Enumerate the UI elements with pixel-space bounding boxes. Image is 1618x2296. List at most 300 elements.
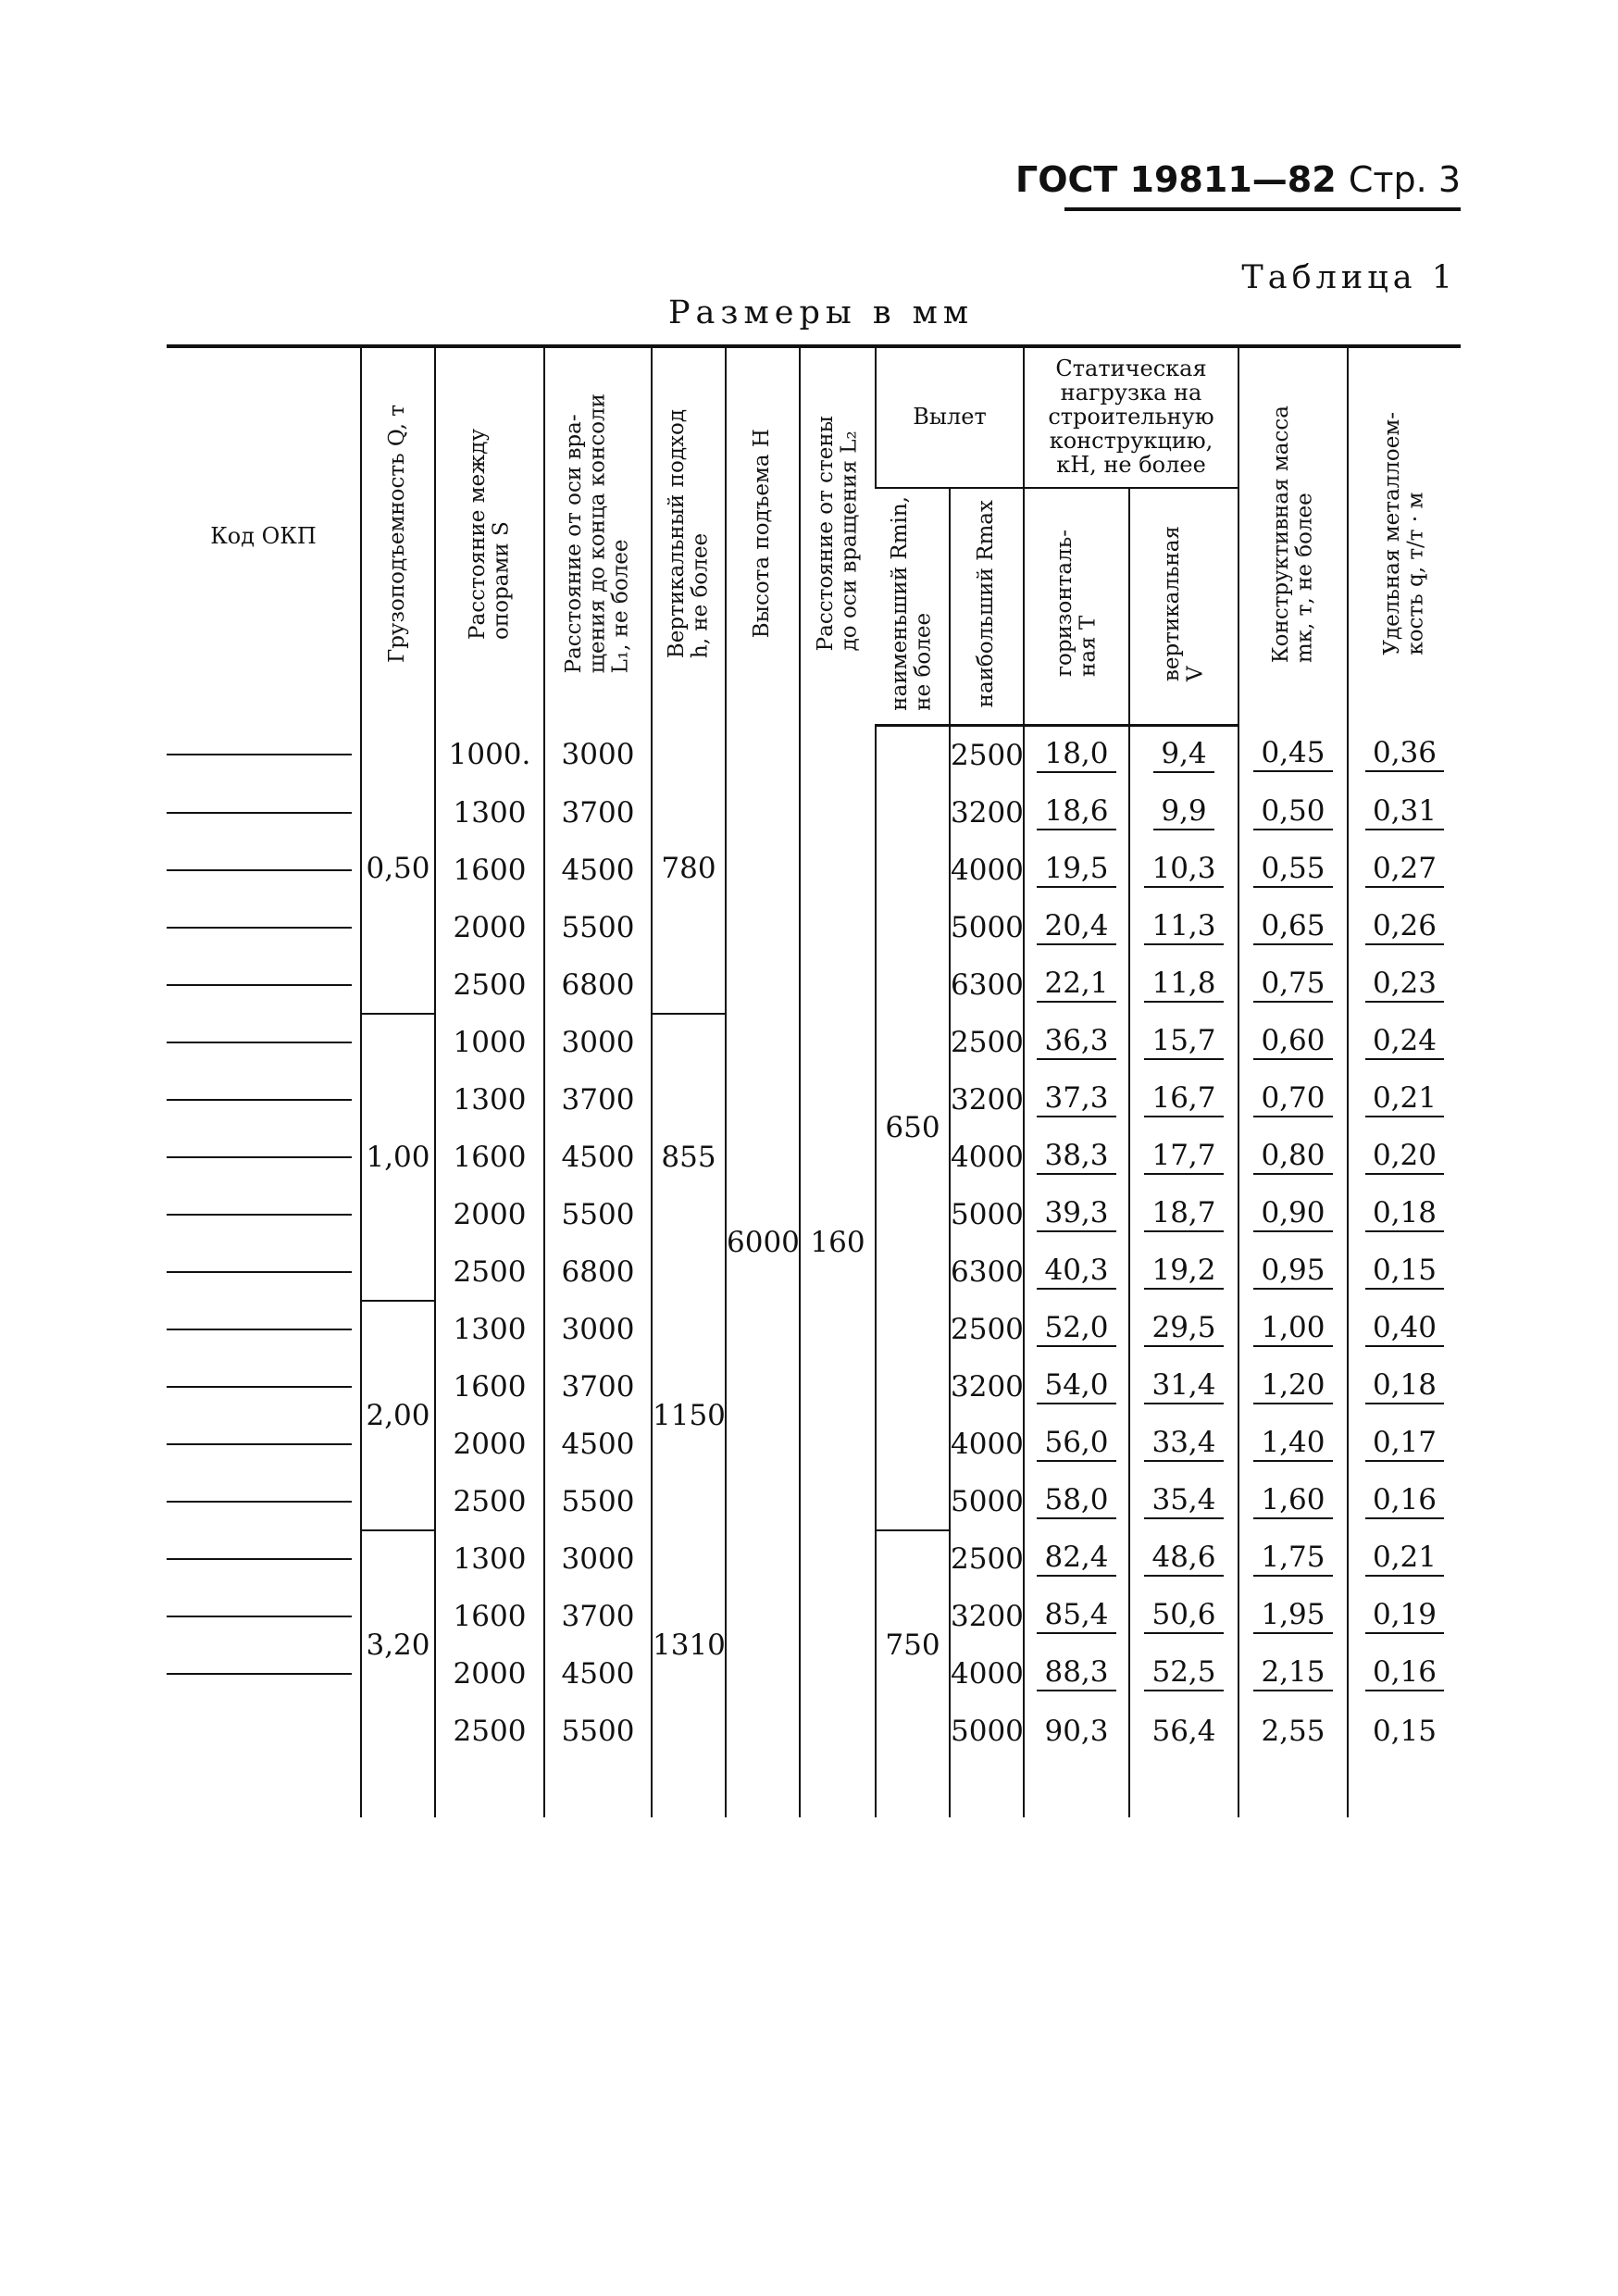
load-h-value: 18,6 <box>1037 794 1115 830</box>
col-group-outreach-label: Вылет <box>913 404 987 430</box>
rmax-cell: 5000 <box>950 1186 1024 1243</box>
span-cell: 1600 <box>435 842 544 899</box>
span-cell: 2500 <box>435 1243 544 1301</box>
code-blank-line <box>167 754 352 755</box>
load-h-value: 20,4 <box>1037 909 1115 945</box>
load-v-cell <box>1129 1530 1238 1588</box>
load-v-cell <box>1129 842 1238 899</box>
tail-cell <box>1024 1760 1129 1817</box>
mass-cell <box>1238 1416 1348 1473</box>
mass-value: 0,70 <box>1253 1081 1332 1117</box>
mass-cell <box>1238 1071 1348 1129</box>
specific-value: 0,21 <box>1365 1541 1444 1577</box>
col-group-load-l2: нагрузка на <box>1060 380 1202 406</box>
table-row <box>167 725 1461 784</box>
specific-cell <box>1348 1473 1461 1530</box>
mass-cell <box>1238 842 1348 899</box>
mass-value: 0,80 <box>1253 1139 1332 1175</box>
code-cell <box>167 1301 361 1358</box>
mass-cell <box>1238 1129 1348 1186</box>
col-header-load-h <box>1024 488 1129 725</box>
mass-cell <box>1238 1243 1348 1301</box>
reach-cell: 3000 <box>544 1530 652 1588</box>
load-v-cell: 56,4 <box>1129 1703 1238 1760</box>
tail-cell <box>435 1760 544 1817</box>
capacity-cell: 3,20 <box>361 1530 435 1760</box>
tail-cell <box>726 1760 800 1817</box>
tail-cell <box>800 1760 876 1817</box>
specific-value: 0,17 <box>1365 1426 1444 1462</box>
specific-cell <box>1348 1530 1461 1588</box>
rmax-cell: 2500 <box>950 1530 1024 1588</box>
load-h-value: 36,3 <box>1037 1024 1115 1060</box>
reach-cell: 5500 <box>544 899 652 956</box>
load-v-cell <box>1129 1358 1238 1416</box>
col-header-span-l2: опорами S <box>489 520 513 640</box>
load-h-cell <box>1024 1129 1129 1186</box>
table-tail-row <box>167 1760 1461 1817</box>
mass-value: 0,65 <box>1253 909 1332 945</box>
reach-cell: 5500 <box>544 1473 652 1530</box>
mass-value: 1,95 <box>1253 1598 1332 1634</box>
col-header-wall-l1: Расстояние от стены <box>813 416 838 652</box>
specific-value: 0,18 <box>1365 1196 1444 1232</box>
code-blank-line <box>167 1042 352 1043</box>
hook-cell: 1150 <box>652 1301 726 1530</box>
span-cell: 2500 <box>435 1703 544 1760</box>
specific-cell <box>1348 1243 1461 1301</box>
load-v-cell <box>1129 1071 1238 1129</box>
capacity-cell: 2,00 <box>361 1301 435 1530</box>
load-h-value: 19,5 <box>1037 852 1115 888</box>
load-h-cell <box>1024 1014 1129 1071</box>
load-h-value: 40,3 <box>1037 1254 1115 1290</box>
mass-cell <box>1238 1186 1348 1243</box>
code-cell <box>167 899 361 956</box>
load-h-cell <box>1024 1243 1129 1301</box>
load-v-value: 48,6 <box>1144 1541 1223 1577</box>
col-header-hook-l1: Вертикальный подход <box>664 409 689 659</box>
load-v-value: 52,5 <box>1144 1655 1223 1691</box>
col-header-load-h-l2: ная T <box>1076 616 1100 678</box>
rmax-cell: 4000 <box>950 1645 1024 1703</box>
load-v-value: 31,4 <box>1144 1368 1223 1404</box>
code-cell <box>167 1530 361 1588</box>
specific-value: 0,18 <box>1365 1368 1444 1404</box>
col-header-rmin <box>876 488 950 725</box>
code-cell <box>167 842 361 899</box>
rmax-cell: 2500 <box>950 1014 1024 1071</box>
span-cell: 1000. <box>435 725 544 784</box>
code-blank-line <box>167 1329 352 1330</box>
load-v-cell <box>1129 784 1238 842</box>
load-h-cell <box>1024 1530 1129 1588</box>
header-row-1 <box>167 346 1461 488</box>
col-header-code-label: Код ОКП <box>210 522 317 549</box>
span-cell: 2000 <box>435 1416 544 1473</box>
col-header-hook-l2: h, не более <box>688 532 712 659</box>
rmax-cell: 4000 <box>950 1129 1024 1186</box>
code-blank-line <box>167 1271 352 1273</box>
code-blank-line <box>167 1386 352 1388</box>
rmax-cell: 4000 <box>950 842 1024 899</box>
col-header-span-l1: Расстояние между <box>465 428 490 640</box>
mass-value: 0,55 <box>1253 852 1332 888</box>
load-h-value: 38,3 <box>1037 1139 1115 1175</box>
reach-cell: 6800 <box>544 956 652 1014</box>
mass-value: 0,50 <box>1253 794 1332 830</box>
mass-value: 0,90 <box>1253 1196 1332 1232</box>
reach-cell: 3700 <box>544 784 652 842</box>
specific-value: 0,21 <box>1365 1081 1444 1117</box>
col-header-wall <box>800 346 876 725</box>
load-v-cell <box>1129 956 1238 1014</box>
rmax-cell: 3200 <box>950 1588 1024 1645</box>
code-cell <box>167 1416 361 1473</box>
reach-cell: 4500 <box>544 1645 652 1703</box>
load-h-cell: 90,3 <box>1024 1703 1129 1760</box>
span-cell: 1300 <box>435 1530 544 1588</box>
rmax-cell: 3200 <box>950 1071 1024 1129</box>
reach-cell: 4500 <box>544 842 652 899</box>
table-label: Таблица 1 <box>1241 259 1457 296</box>
code-cell <box>167 1243 361 1301</box>
load-v-cell <box>1129 1416 1238 1473</box>
load-v-cell <box>1129 1243 1238 1301</box>
rmax-cell: 5000 <box>950 1703 1024 1760</box>
load-v-value: 29,5 <box>1144 1311 1223 1347</box>
mass-value: 0,45 <box>1253 736 1332 772</box>
load-h-value: 88,3 <box>1037 1655 1115 1691</box>
load-v-cell <box>1129 1588 1238 1645</box>
mass-cell <box>1238 899 1348 956</box>
col-header-capacity-text: Грузоподъемность Q, т <box>385 405 410 664</box>
load-h-value: 18,0 <box>1037 737 1115 773</box>
load-h-cell <box>1024 725 1129 784</box>
load-h-cell <box>1024 1588 1129 1645</box>
code-blank-line <box>167 927 352 929</box>
tail-cell <box>167 1760 361 1817</box>
col-header-lift-text: Высота подъема H <box>750 429 775 639</box>
load-h-cell <box>1024 784 1129 842</box>
mass-value: 1,75 <box>1253 1541 1332 1577</box>
tail-cell <box>950 1760 1024 1817</box>
code-blank-line <box>167 1099 352 1101</box>
mass-cell <box>1238 1530 1348 1588</box>
load-h-cell <box>1024 956 1129 1014</box>
code-cell <box>167 1014 361 1071</box>
rmax-cell: 6300 <box>950 956 1024 1014</box>
rmax-cell: 6300 <box>950 1243 1024 1301</box>
col-header-rmax-text: наибольший Rmax <box>974 499 999 708</box>
table-body <box>167 725 1461 1817</box>
mass-cell <box>1238 1645 1348 1703</box>
code-cell <box>167 1645 361 1703</box>
header-rule <box>1064 207 1461 211</box>
page-number: Стр. 3 <box>1348 159 1461 200</box>
specific-cell <box>1348 842 1461 899</box>
load-v-cell <box>1129 899 1238 956</box>
capacity-cell: 1,00 <box>361 1014 435 1301</box>
col-group-load-l1: Статическая <box>1055 356 1207 382</box>
load-v-value: 9,4 <box>1153 737 1214 773</box>
span-cell: 1000 <box>435 1014 544 1071</box>
mass-cell: 2,55 <box>1238 1703 1348 1760</box>
span-cell: 2000 <box>435 1645 544 1703</box>
load-h-cell <box>1024 1301 1129 1358</box>
mass-value: 1,20 <box>1253 1368 1332 1404</box>
load-v-value: 9,9 <box>1153 794 1214 830</box>
specific-value: 0,23 <box>1365 967 1444 1003</box>
specific-value: 0,20 <box>1365 1139 1444 1175</box>
specific-cell <box>1348 1129 1461 1186</box>
mass-value: 1,00 <box>1253 1311 1332 1347</box>
hook-cell: 1310 <box>652 1530 726 1760</box>
tail-cell <box>1238 1760 1348 1817</box>
reach-cell: 4500 <box>544 1416 652 1473</box>
code-cell <box>167 1071 361 1129</box>
col-group-load-l4: конструкцию, <box>1049 427 1214 454</box>
standard-number: ГОСТ 19811—82 <box>1015 159 1337 200</box>
mass-value: 0,95 <box>1253 1254 1332 1290</box>
load-v-cell <box>1129 1645 1238 1703</box>
code-cell <box>167 956 361 1014</box>
mass-cell <box>1238 784 1348 842</box>
col-header-rmin-l2: не более <box>911 612 936 711</box>
col-header-specific <box>1348 346 1461 725</box>
mass-cell <box>1238 725 1348 784</box>
code-blank-line <box>167 1558 352 1560</box>
code-cell <box>167 1186 361 1243</box>
load-v-value: 11,8 <box>1144 967 1223 1003</box>
load-v-value: 50,6 <box>1144 1598 1223 1634</box>
code-blank-line <box>167 812 352 814</box>
lift-cell: 6000 <box>726 725 800 1760</box>
load-v-cell <box>1129 1186 1238 1243</box>
capacity-cell: 0,50 <box>361 725 435 1014</box>
load-h-value: 85,4 <box>1037 1598 1115 1634</box>
mass-value: 2,15 <box>1253 1655 1332 1691</box>
hook-cell: 855 <box>652 1014 726 1301</box>
load-h-cell <box>1024 1473 1129 1530</box>
col-header-rmin-l1: наименьший Rmin, <box>888 496 913 711</box>
load-h-value: 82,4 <box>1037 1541 1115 1577</box>
span-cell: 2500 <box>435 956 544 1014</box>
rmin-cell: 750 <box>876 1530 950 1760</box>
code-cell <box>167 1129 361 1186</box>
reach-cell: 3700 <box>544 1358 652 1416</box>
code-blank-line <box>167 1616 352 1617</box>
rmax-cell: 2500 <box>950 725 1024 784</box>
specific-cell <box>1348 725 1461 784</box>
rmax-cell: 3200 <box>950 1358 1024 1416</box>
specific-cell: 0,15 <box>1348 1703 1461 1760</box>
tail-cell <box>1129 1760 1238 1817</box>
specific-cell <box>1348 1186 1461 1243</box>
mass-cell <box>1238 1588 1348 1645</box>
col-header-reach <box>544 346 652 725</box>
specific-value: 0,16 <box>1365 1483 1444 1519</box>
load-h-value: 58,0 <box>1037 1483 1115 1519</box>
mass-cell <box>1238 1301 1348 1358</box>
specific-value: 0,31 <box>1365 794 1444 830</box>
load-h-cell <box>1024 1186 1129 1243</box>
dimensions-table <box>167 344 1461 1817</box>
col-group-outreach <box>876 346 1024 488</box>
specific-cell <box>1348 1588 1461 1645</box>
col-header-reach-l3: L₁, не более <box>608 539 633 674</box>
rmax-cell: 5000 <box>950 899 1024 956</box>
load-h-value: 56,0 <box>1037 1426 1115 1462</box>
specific-value: 0,24 <box>1365 1024 1444 1060</box>
code-blank-line <box>167 1156 352 1158</box>
col-header-mass-l1: Конструктивная масса <box>1268 405 1293 663</box>
load-v-value: 19,2 <box>1144 1254 1223 1290</box>
col-header-load-v <box>1129 488 1238 725</box>
specific-cell <box>1348 1301 1461 1358</box>
specific-cell <box>1348 1416 1461 1473</box>
specific-value: 0,26 <box>1365 909 1444 945</box>
mass-value: 1,40 <box>1253 1426 1332 1462</box>
code-cell <box>167 1358 361 1416</box>
tail-cell <box>876 1760 950 1817</box>
col-header-wall-l2: до оси вращения L₂ <box>837 430 861 652</box>
tail-cell <box>652 1760 726 1817</box>
col-header-hook <box>652 346 726 725</box>
mass-cell <box>1238 1358 1348 1416</box>
col-header-specific-l2: кость q, т/т · м <box>1403 492 1428 655</box>
span-cell: 1300 <box>435 1301 544 1358</box>
code-blank-line <box>167 869 352 871</box>
load-h-cell <box>1024 1416 1129 1473</box>
load-h-cell <box>1024 1645 1129 1703</box>
code-cell <box>167 725 361 784</box>
load-v-value: 18,7 <box>1144 1196 1223 1232</box>
specific-cell <box>1348 899 1461 956</box>
load-h-value: 52,0 <box>1037 1311 1115 1347</box>
reach-cell: 3700 <box>544 1588 652 1645</box>
load-v-cell <box>1129 1014 1238 1071</box>
specific-cell <box>1348 1071 1461 1129</box>
load-v-cell <box>1129 725 1238 784</box>
col-header-reach-l2: щения до конца консоли <box>585 393 610 674</box>
load-v-cell <box>1129 1301 1238 1358</box>
specific-value: 0,19 <box>1365 1598 1444 1634</box>
load-h-value: 22,1 <box>1037 967 1115 1003</box>
load-v-value: 15,7 <box>1144 1024 1223 1060</box>
units-caption: Размеры в мм <box>668 294 975 331</box>
rmax-cell: 5000 <box>950 1473 1024 1530</box>
col-header-specific-l1: Удельная металлоем- <box>1380 412 1405 655</box>
col-header-lift <box>726 346 800 725</box>
col-header-reach-l1: Расстояние от оси вра- <box>562 414 587 674</box>
load-v-value: 16,7 <box>1144 1081 1223 1117</box>
span-cell: 1300 <box>435 1071 544 1129</box>
load-v-value: 17,7 <box>1144 1139 1223 1175</box>
specific-cell <box>1348 956 1461 1014</box>
rmax-cell: 4000 <box>950 1416 1024 1473</box>
code-blank-line <box>167 1501 352 1503</box>
col-header-mass-l2: mк, т, не более <box>1292 492 1316 663</box>
reach-cell: 6800 <box>544 1243 652 1301</box>
reach-cell: 5500 <box>544 1703 652 1760</box>
reach-cell: 3000 <box>544 1301 652 1358</box>
specific-cell <box>1348 1014 1461 1071</box>
specific-cell <box>1348 784 1461 842</box>
col-header-code <box>167 346 361 725</box>
mass-value: 1,60 <box>1253 1483 1332 1519</box>
rmin-cell: 650 <box>876 725 950 1530</box>
reach-cell: 4500 <box>544 1129 652 1186</box>
load-h-cell <box>1024 842 1129 899</box>
reach-cell: 3700 <box>544 1071 652 1129</box>
hook-cell: 780 <box>652 725 726 1014</box>
span-cell: 2500 <box>435 1473 544 1530</box>
span-cell: 1600 <box>435 1358 544 1416</box>
code-blank-line <box>167 984 352 986</box>
span-cell: 2000 <box>435 1186 544 1243</box>
load-v-cell <box>1129 1129 1238 1186</box>
mass-cell <box>1238 1014 1348 1071</box>
specific-cell <box>1348 1358 1461 1416</box>
col-group-load <box>1024 346 1238 488</box>
page-header <box>1015 159 1461 200</box>
specific-value: 0,16 <box>1365 1655 1444 1691</box>
span-cell: 1600 <box>435 1129 544 1186</box>
load-v-value: 10,3 <box>1144 852 1223 888</box>
span-cell: 2000 <box>435 899 544 956</box>
span-cell: 1300 <box>435 784 544 842</box>
load-h-value: 54,0 <box>1037 1368 1115 1404</box>
tail-cell <box>544 1760 652 1817</box>
specific-value: 0,27 <box>1365 852 1444 888</box>
col-header-load-v-l2: V <box>1183 666 1207 681</box>
code-cell <box>167 784 361 842</box>
col-header-load-h-l1: горизонталь- <box>1052 530 1077 678</box>
load-v-value: 33,4 <box>1144 1426 1223 1462</box>
specific-value: 0,36 <box>1365 736 1444 772</box>
load-h-value: 39,3 <box>1037 1196 1115 1232</box>
load-h-cell <box>1024 899 1129 956</box>
load-h-value: 37,3 <box>1037 1081 1115 1117</box>
code-cell <box>167 1473 361 1530</box>
reach-cell: 5500 <box>544 1186 652 1243</box>
tail-cell <box>1348 1760 1461 1817</box>
rmax-cell: 2500 <box>950 1301 1024 1358</box>
specific-cell <box>1348 1645 1461 1703</box>
tail-cell <box>361 1760 435 1817</box>
code-cell <box>167 1588 361 1645</box>
mass-value: 0,60 <box>1253 1024 1332 1060</box>
col-group-load-l5: кН, не более <box>1056 451 1206 478</box>
load-v-cell <box>1129 1473 1238 1530</box>
specific-value: 0,15 <box>1365 1254 1444 1290</box>
span-cell: 1600 <box>435 1588 544 1645</box>
reach-cell: 3000 <box>544 1014 652 1071</box>
code-blank-line <box>167 1443 352 1445</box>
code-cell <box>167 1703 361 1760</box>
mass-cell <box>1238 956 1348 1014</box>
rmax-cell: 3200 <box>950 784 1024 842</box>
wall-cell: 160 <box>800 725 876 1760</box>
col-group-load-l3: строительную <box>1048 404 1214 430</box>
col-header-span <box>435 346 544 725</box>
load-v-value: 35,4 <box>1144 1483 1223 1519</box>
col-header-mass <box>1238 346 1348 725</box>
col-header-load-v-l1: вертикальная <box>1159 525 1184 681</box>
load-v-value: 11,3 <box>1144 909 1223 945</box>
code-blank-line <box>167 1673 352 1675</box>
